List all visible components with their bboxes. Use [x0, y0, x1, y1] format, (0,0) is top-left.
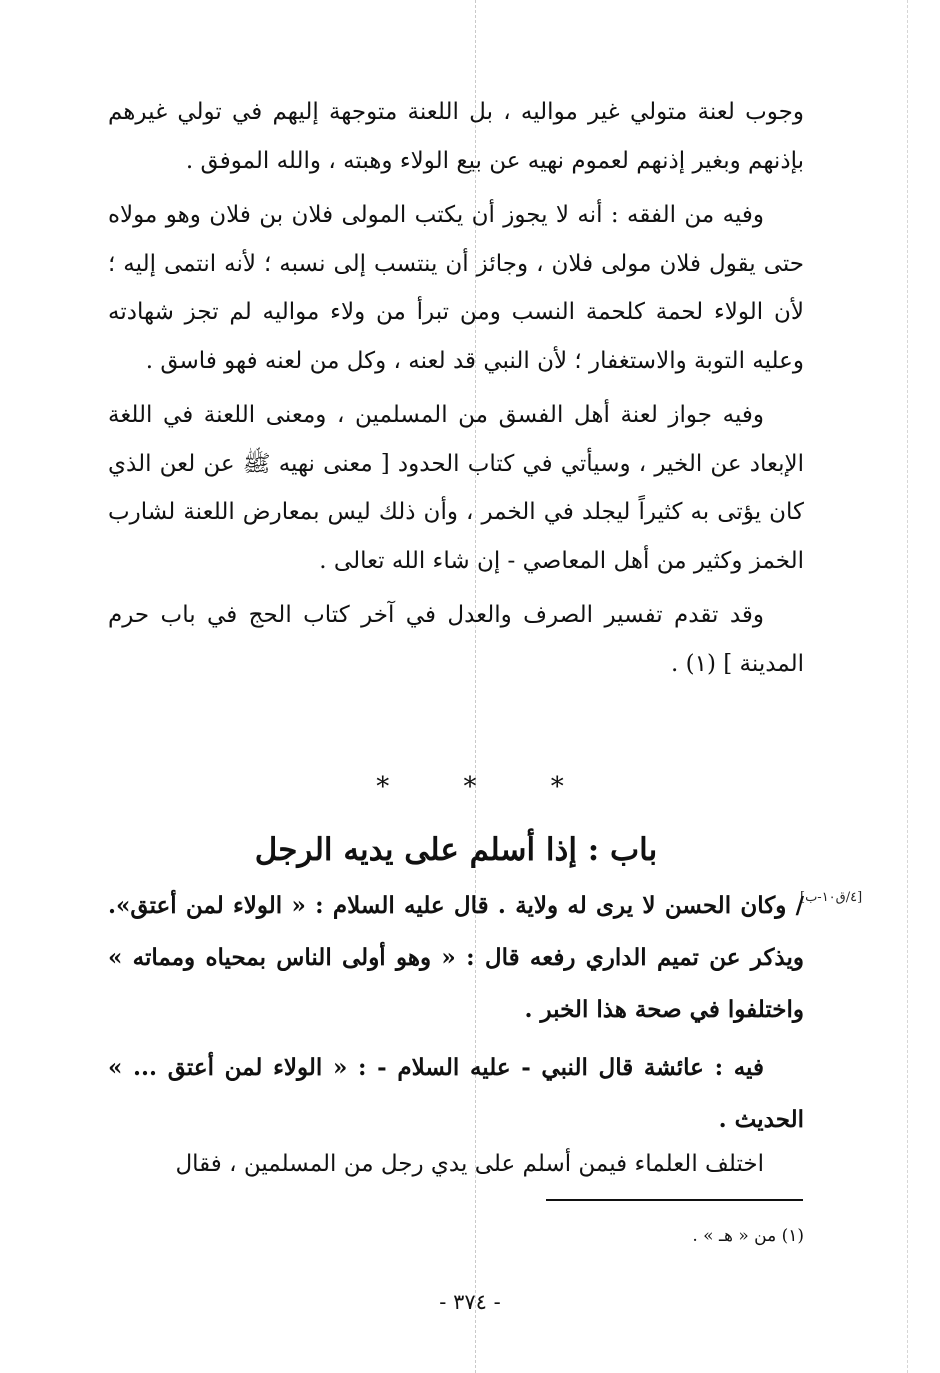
separator-star: *	[550, 772, 564, 802]
paragraph: وفيه جواز لعنة أهل الفسق من المسلمين ، ومعنى اللعنة في اللغة الإبعاد عن الخير ، وسيأتي في كتاب الحدود [ معنى نهيه ﷺ عن لعن الذي كان يؤتى به كثيراً ليجلد في الخمر ، وأن ذلك ليس بمعارض اللعنة لشارب الخمز وكثير من أهل المعاصي - إن شاء الله تعالى .	[108, 402, 804, 574]
page-edge-line	[907, 0, 908, 1373]
manuscript-reference: [٤/ق١٠-ب]	[800, 890, 863, 905]
chapter-title: باب : إذا أسلم على يديه الرجل	[254, 832, 658, 868]
footnote-rule	[546, 1199, 803, 1201]
page-number: - ٣٧٤ -	[439, 1290, 501, 1314]
footnote: (١) من « هـ » .	[692, 1226, 804, 1246]
paragraph: وفيه من الفقه : أنه لا يجوز أن يكتب المولى فلان بن فلان وهو مولاه حتى يقول فلان مولى فلان ، وجائز أن ينتسب إلى نسبه ؛ لأنه انتمى إليه ؛ لأن الولاء لحمة كلحمة النسب ومن تبرأ من ولاء مواليه لم تجز شهادته وعليه التوبة والاستغفار ؛ لأن النبي قد لعنه ، وكل من لعنه فهو فاسق .	[108, 202, 804, 374]
paragraph: وقد تقدم تفسير الصرف والعدل في آخر كتاب الحج في باب حرم المدينة ] (١) .	[108, 602, 804, 677]
section-separator	[0, 772, 940, 802]
paragraph: / وكان الحسن لا يرى له ولاية . قال عليه السلام : « الولاء لمن أعتق». ويذكر عن تميم الداري رفعه قال : « وهو أولى الناس بمحياه ومماته » واختلفوا في صحة هذا الخبر .	[108, 892, 804, 1023]
paragraph: اختلف العلماء فيمن أسلم على يدي رجل من المسلمين ، فقال	[175, 1151, 764, 1177]
paragraph: وجوب لعنة متولي غير مواليه ، بل اللعنة متوجهة إليهم في تولي غيرهم بإذنهم وبغير إذنهم لعموم نهيه عن بيع الولاء وهبته ، والله الموفق .	[108, 99, 804, 174]
separator-star: *	[376, 772, 390, 802]
commentary-text	[108, 1140, 804, 1188]
separator-star: *	[463, 772, 477, 802]
chapter-text	[108, 880, 804, 1146]
paragraph: فيه : عائشة قال النبي - عليه السلام - : « الولاء لمن أعتق ... » الحديث .	[108, 1054, 804, 1133]
main-text	[108, 88, 804, 688]
